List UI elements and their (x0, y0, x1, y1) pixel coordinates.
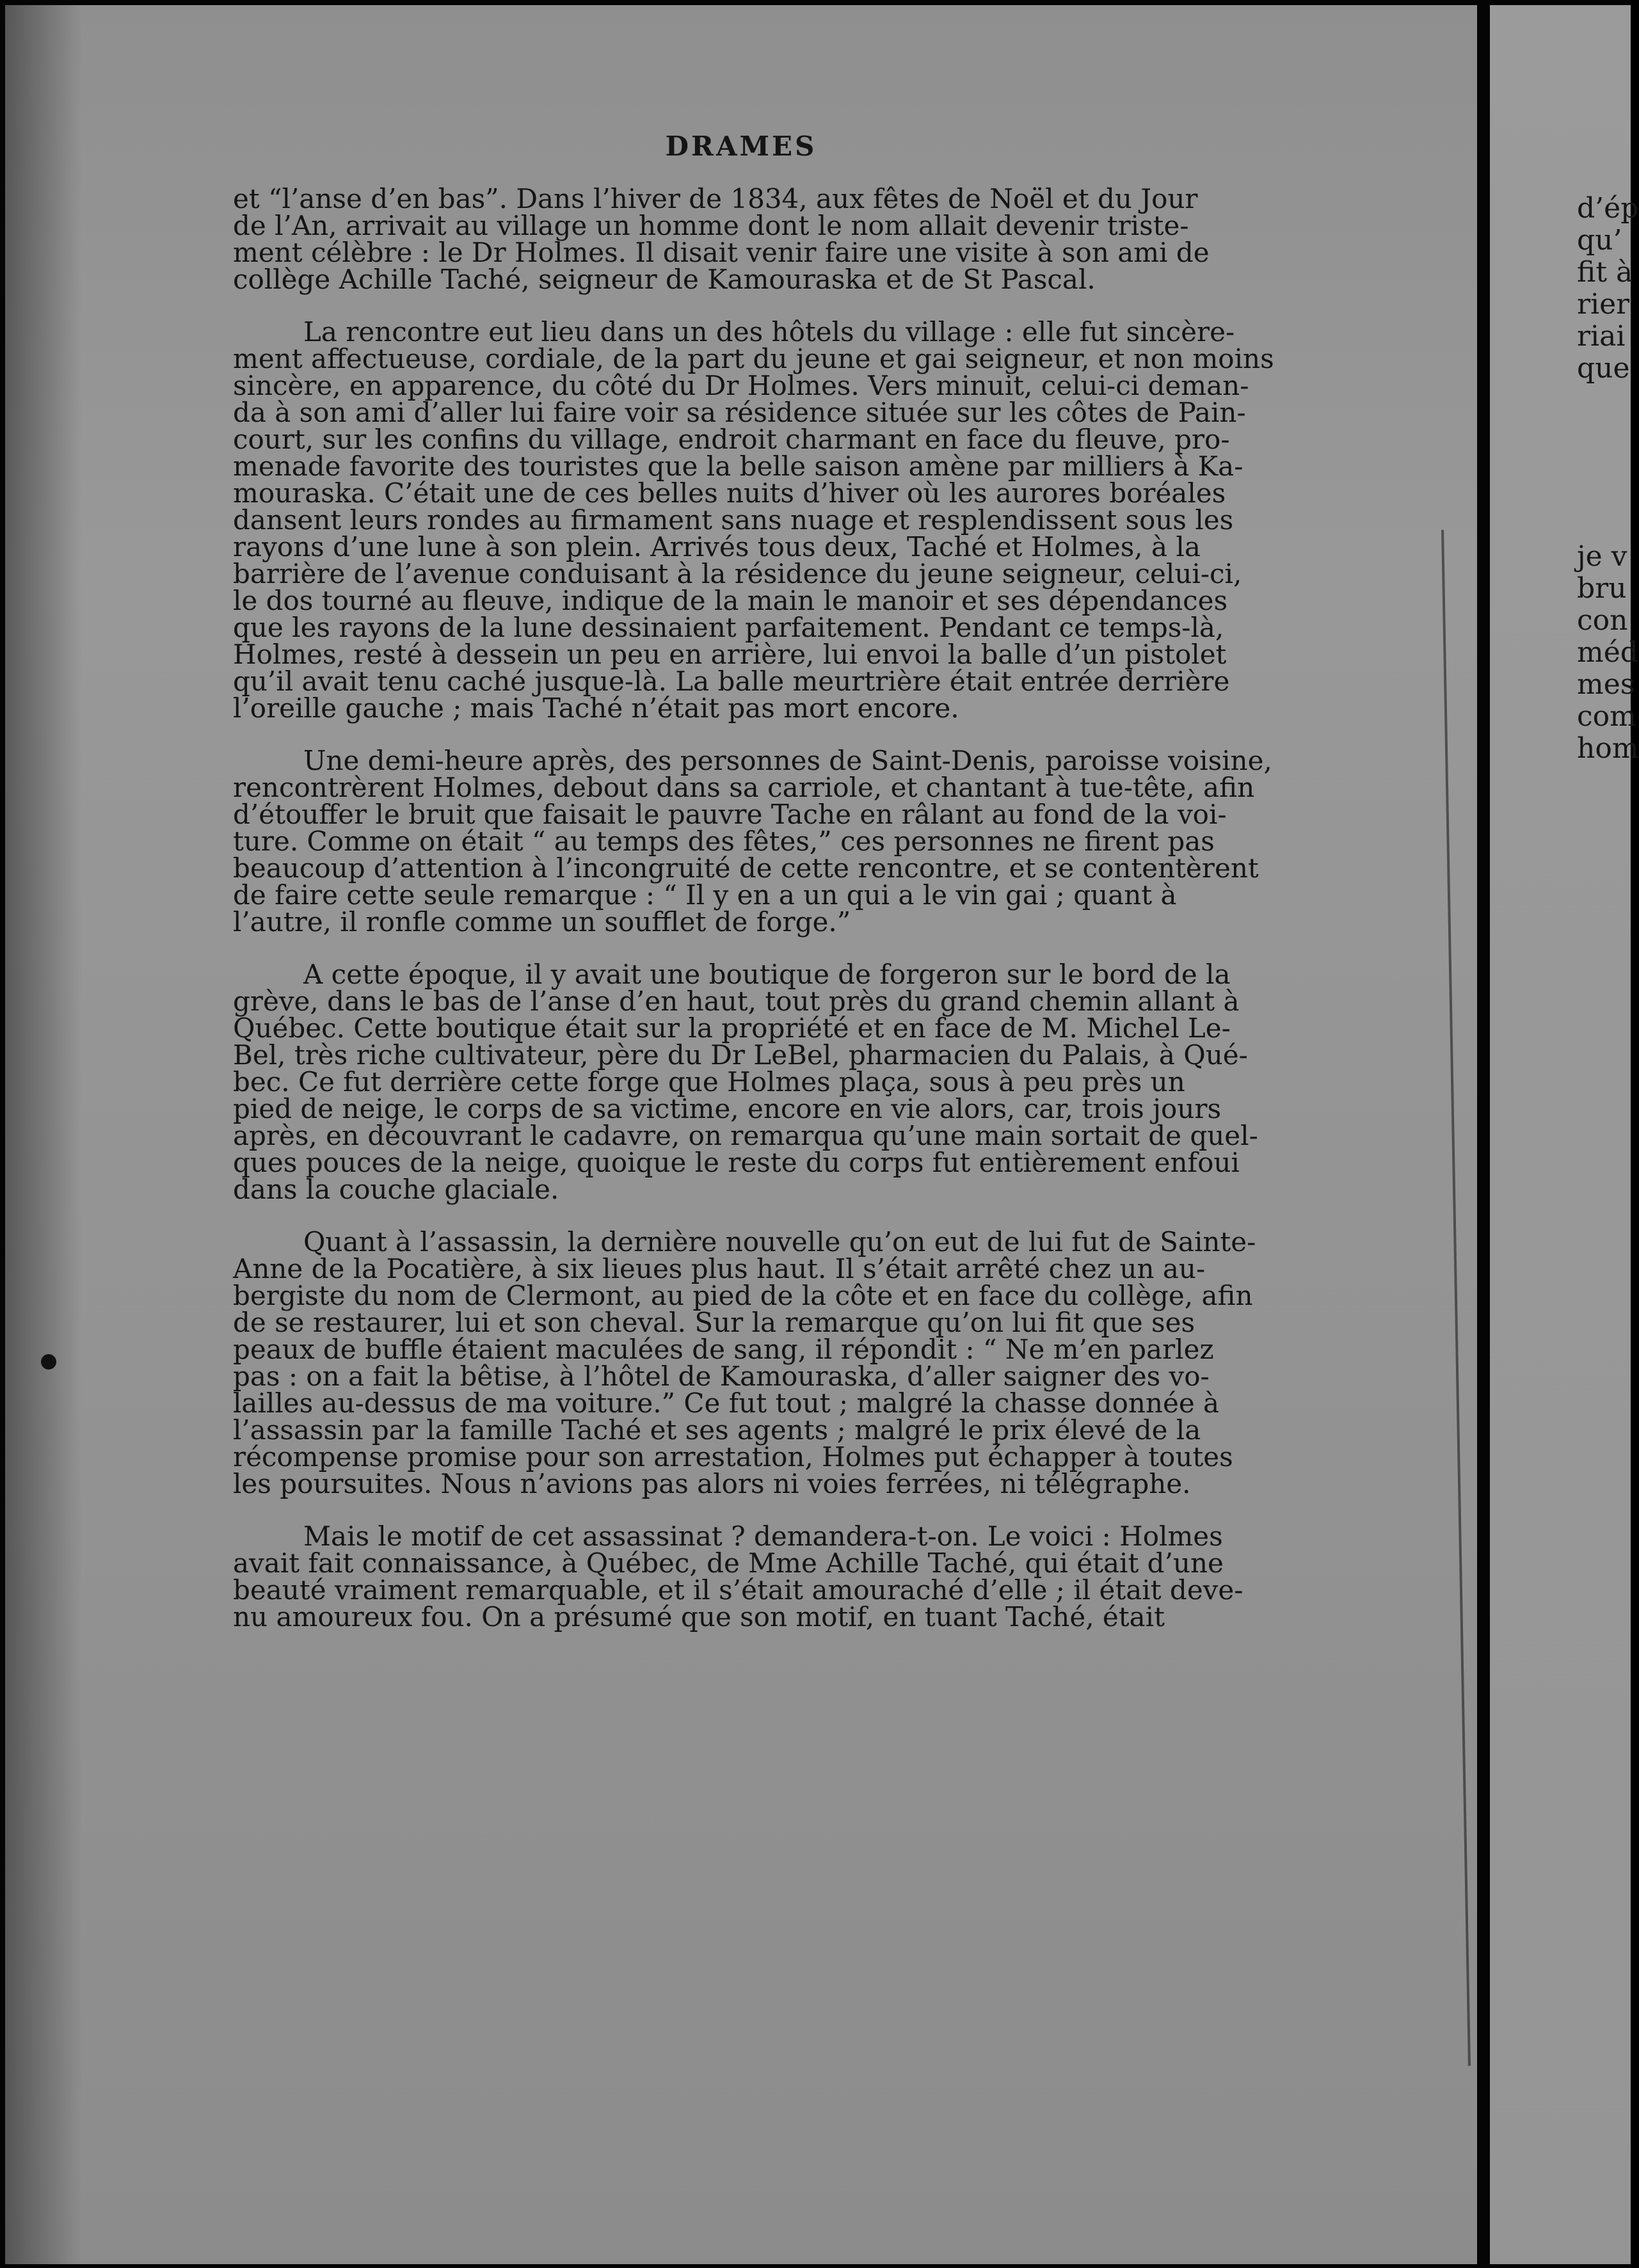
text-line: de faire cette seule remarque : “ Il y en a un qui a le vin gai ; quant à (233, 879, 1177, 911)
text-line: sincère, en apparence, du côté du Dr Holmes. Vers minuit, celui-ci deman- (233, 370, 1249, 401)
book-gutter (1477, 0, 1490, 2268)
text-line: La rencontre eut lieu dans un des hôtels du village : elle fut sincère- (303, 316, 1235, 347)
facing-page-fragment: méd (1577, 636, 1638, 669)
facing-page-fragment: que (1577, 352, 1630, 385)
text-line: Holmes, resté à dessein un peu en arrière, lui envoi la balle d’un pistolet (233, 639, 1227, 670)
text-line: et “l’anse d’en bas”. Dans l’hiver de 1834, aux fêtes de Noël et du Jour (233, 183, 1198, 214)
facing-page-fragment: con (1577, 604, 1628, 637)
paragraph (233, 1523, 1385, 1631)
text-line: qu’il avait tenu caché jusque-là. La balle meurtrière était entrée derrière (233, 666, 1230, 697)
paragraph (233, 1226, 1385, 1499)
text-line: dans la couche glaciale. (233, 1174, 559, 1205)
facing-page-fragment: hom (1577, 732, 1639, 765)
text-line: d’étouffer le bruit que faisait le pauvre Tache en râlant au fond de la voi- (233, 799, 1227, 830)
text-line: après, en découvrant le cadavre, on remarqua qu’une main sortait de quel- (233, 1120, 1258, 1151)
facing-page-fragment: fit à (1577, 256, 1633, 289)
paragraph (233, 747, 1385, 936)
facing-page-fragment: riai (1577, 320, 1626, 353)
text-line: l’oreille gauche ; mais Taché n’était pas mort encore. (233, 692, 959, 724)
text-line: nu amoureux fou. On a présumé que son motif, en tuant Taché, était (233, 1601, 1165, 1633)
text-line: Mais le motif de cet assassinat ? demandera-t-on. Le voici : Holmes (303, 1521, 1223, 1552)
running-head: DRAMES (665, 131, 817, 162)
facing-page-fragment: je v (1577, 540, 1627, 573)
text-line: ture. Comme on était “ au temps des fêtes,” ces personnes ne firent pas (233, 826, 1215, 857)
text-line: Une demi-heure après, des personnes de Saint-Denis, paroisse voisine, (303, 745, 1272, 776)
text-line: peaux de buffle étaient maculées de sang, il répondit : “ Ne m’en parlez (233, 1334, 1214, 1365)
text-line: ques pouces de la neige, quoique le reste du corps fut entièrement enfoui (233, 1147, 1240, 1178)
text-line: de l’An, arrivait au village un homme dont le nom allait devenir triste- (233, 210, 1189, 241)
text-line: Quant à l’assassin, la dernière nouvelle qu’on eut de lui fut de Sainte- (303, 1226, 1256, 1258)
facing-page-fragment: com (1577, 700, 1636, 733)
ink-blot (41, 1354, 56, 1370)
text-line: l’assassin par la famille Taché et ses agents ; malgré le prix élevé de la (233, 1414, 1201, 1446)
text-line: da à son ami d’aller lui faire voir sa résidence située sur les côtes de Pain- (233, 397, 1246, 428)
text-line: que les rayons de la lune dessinaient parfaitement. Pendant ce temps-là, (233, 612, 1224, 643)
facing-page-fragment: qu’ (1577, 224, 1622, 257)
text-line: grève, dans le bas de l’anse d’en haut, tout près du grand chemin allant à (233, 986, 1240, 1017)
text-line: rayons d’une lune à son plein. Arrivés tous deux, Taché et Holmes, à la (233, 531, 1201, 563)
text-line: dansent leurs rondes au firmament sans nuage et resplendissent sous les (233, 504, 1234, 536)
text-line: récompense promise pour son arrestation, Holmes put échapper à toutes (233, 1441, 1233, 1473)
text-line: l’autre, il ronfle comme un soufflet de forge.” (233, 906, 851, 938)
text-line: Québec. Cette boutique était sur la propriété et en face de M. Michel Le- (233, 1012, 1231, 1044)
text-line: avait fait connaissance, à Québec, de Mme Achille Taché, qui était d’une (233, 1547, 1224, 1579)
text-line: rencontrèrent Holmes, debout dans sa carriole, et chantant à tue-tête, afin (233, 772, 1255, 803)
page-crease (1441, 530, 1478, 2066)
text-line: les poursuites. Nous n’avions pas alors ni voies ferrées, ni télégraphe. (233, 1468, 1191, 1499)
text-line: Bel, très riche cultivateur, père du Dr LeBel, pharmacien du Palais, à Qué- (233, 1039, 1248, 1071)
text-line: A cette époque, il y avait une boutique de forgeron sur le bord de la (303, 959, 1231, 990)
body-text (233, 183, 1385, 1656)
facing-page (1490, 5, 1639, 2264)
facing-page-fragment: mes (1577, 668, 1635, 701)
text-line: barrière de l’avenue conduisant à la résidence du jeune seigneur, celui-ci, (233, 558, 1242, 589)
text-line: ment affectueuse, cordiale, de la part du jeune et gai seigneur, et non moins (233, 343, 1274, 374)
text-line: pas : on a fait la bêtise, à l’hôtel de Kamouraska, d’aller saigner des vo- (233, 1361, 1210, 1392)
text-line: de se restaurer, lui et son cheval. Sur la remarque qu’on lui fit que ses (233, 1307, 1195, 1338)
paragraph (233, 961, 1385, 1203)
book-page (5, 5, 1477, 2264)
text-line: beaucoup d’attention à l’incongruité de cette rencontre, et se contentèrent (233, 852, 1259, 884)
text-line: beauté vraiment remarquable, et il s’était amouraché d’elle ; il était deve- (233, 1574, 1243, 1606)
text-line: menade favorite des touristes que la belle saison amène par milliers à Ka- (233, 451, 1243, 482)
text-line: mouraska. C’était une de ces belles nuits d’hiver où les aurores boréales (233, 477, 1226, 509)
facing-page-fragment: d’ép (1577, 192, 1639, 225)
text-line: court, sur les confins du village, endroit charmant en face du fleuve, pro- (233, 424, 1230, 455)
text-line: le dos tourné au fleuve, indique de la main le manoir et ses dépendances (233, 585, 1227, 616)
text-line: Anne de la Pocatière, à six lieues plus haut. Il s’était arrêté chez un au- (233, 1253, 1206, 1284)
paragraph (233, 183, 1385, 295)
text-line: collège Achille Taché, seigneur de Kamouraska et de St Pascal. (233, 264, 1096, 295)
text-line: ment célèbre : le Dr Holmes. Il disait venir faire une visite à son ami de (233, 237, 1210, 268)
text-line: bergiste du nom de Clermont, au pied de la côte et en face du collège, afin (233, 1280, 1253, 1311)
paragraph (233, 316, 1385, 724)
facing-page-fragment: rier (1577, 288, 1630, 321)
text-line: lailles au-dessus de ma voiture.” Ce fut tout ; malgré la chasse donnée à (233, 1387, 1220, 1419)
facing-page-fragment: bru (1577, 572, 1627, 605)
text-line: pied de neige, le corps de sa victime, encore en vie alors, car, trois jours (233, 1093, 1222, 1124)
text-line: bec. Ce fut derrière cette forge que Holmes plaça, sous à peu près un (233, 1066, 1185, 1098)
